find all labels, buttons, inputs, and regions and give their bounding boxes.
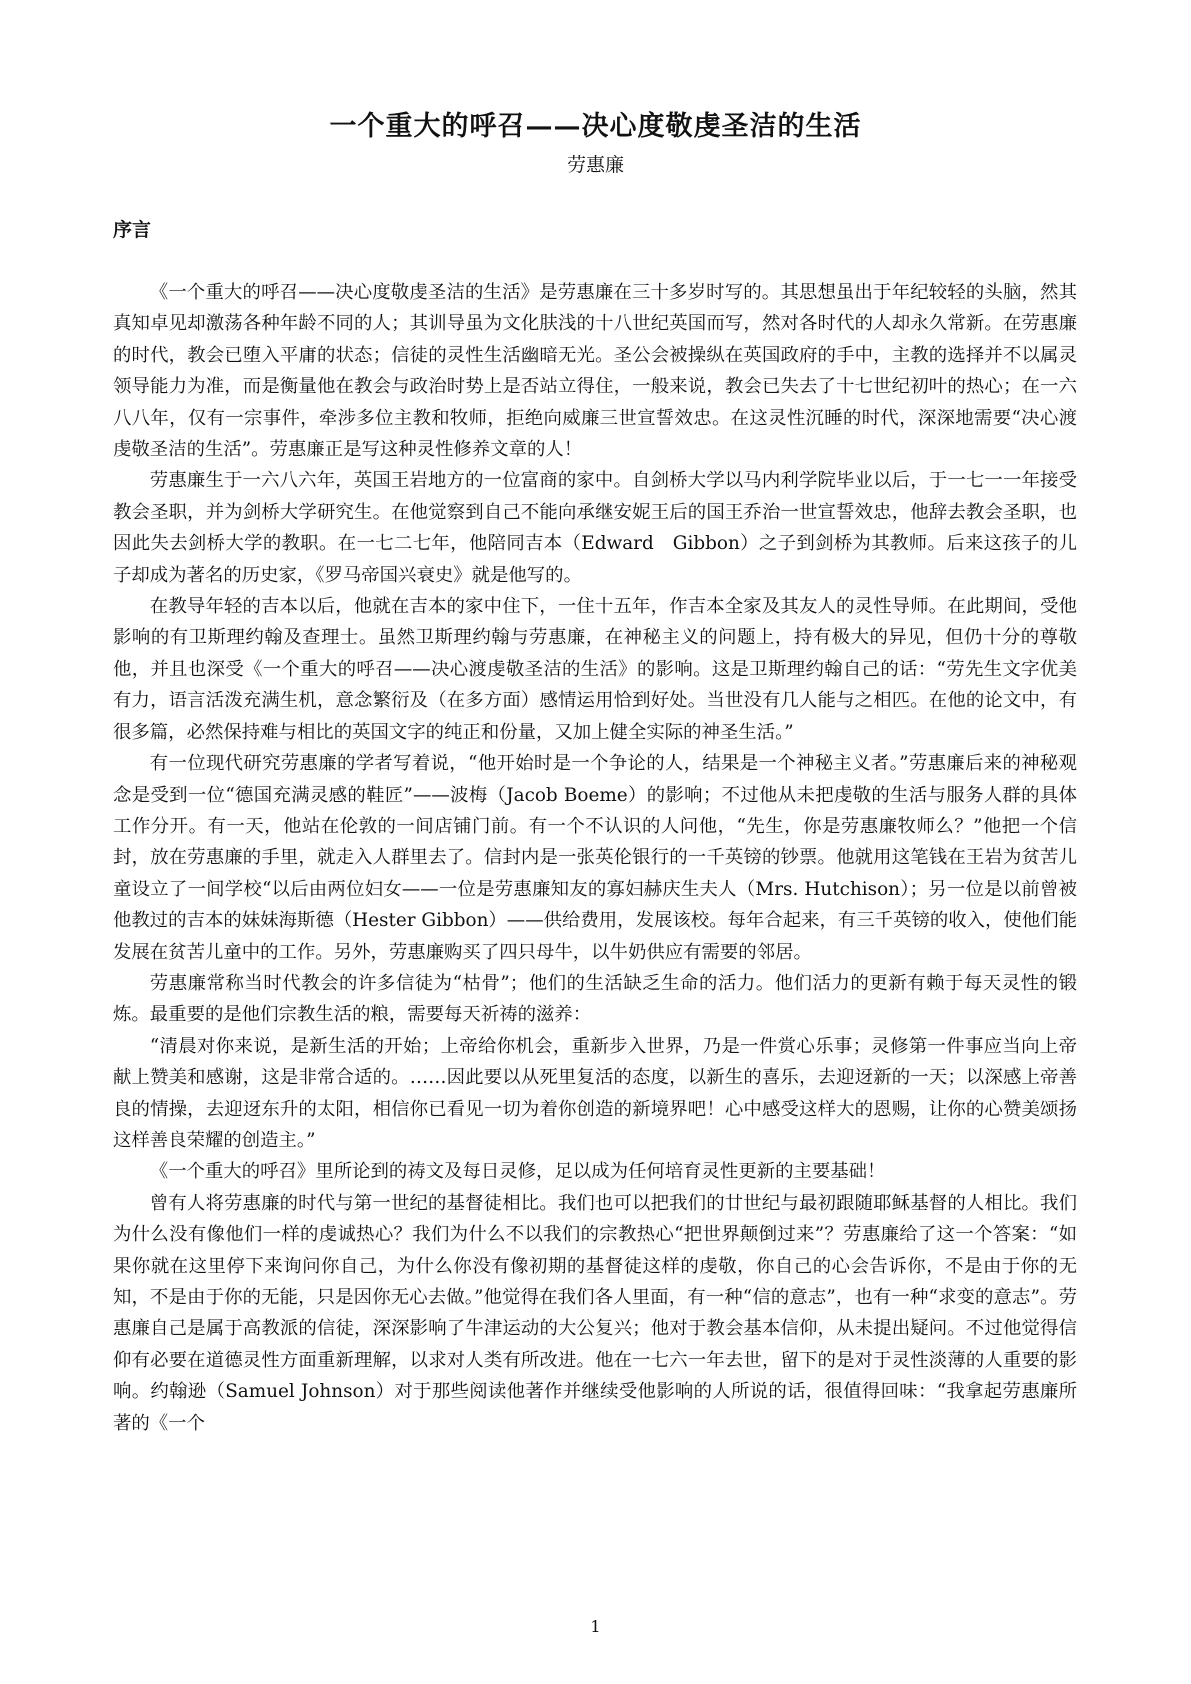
paragraph: 劳惠廉常称当时代教会的许多信徒为“枯骨”；他们的生活缺乏生命的活力。他们活力的更新有赖于每天灵性的锻炼。最重要的是他们宗教生活的粮，需要每天祈祷的滋养： [113, 972, 1077, 1026]
paragraph: 劳惠廉生于一六八六年，英国王岩地方的一位富商的家中。自剑桥大学以马内利学院毕业以后，于一七一一年接受教会圣职，并为剑桥大学研究生。在他觉察到自己不能向承继安妮王后的国王乔治一世宣誓效忠，他辞去教会圣职，也因此失去剑桥大学的教职。在一七二七年，他陪同吉本（Edward Gibbon）之子到剑桥为其教师。后来这孩子的儿子却成为著名的历史家，《罗马帝国兴衰史》就是他写的。 [113, 470, 1077, 586]
paragraph: 有一位现代研究劳惠廉的学者写着说，“他开始时是一个争论的人，结果是一个神秘主义者。”劳惠廉后来的神秘观念是受到一位“德国充满灵感的鞋匠”——波梅（Jacob Boeme）的影响；不过他从未把虔敬的生活与服务人群的具体工作分开。有一天，他站在伦敦的一间店铺门前。有一个不认识的人问他，“先生，你是劳惠廉牧师么？”他把一个信封，放在劳惠廉的手里，就走入人群里去了。信封内是一张英伦银行的一千英镑的钞票。他就用这笔钱在王岩为贫苦儿童设立了一间学校“以后由两位妇女——一位是劳惠廉知友的寡妇赫庆生夫人（Mrs. Hutchison）；另一位是以前曾被他教过的吉本的妹妹海斯德（Hester Gibbon）——供给费用，发展该校。每年合起来，有三千英镑的收入，使他们能发展在贫苦儿童中的工作。另外，劳惠廉购买了四只母牛，以牛奶供应有需要的邻居。 [113, 753, 1077, 963]
paragraph: 《一个重大的呼召——决心度敬虔圣洁的生活》是劳惠廉在三十多岁时写的。其思想虽出于年纪较轻的头脑，然其真知卓见却激荡各种年龄不同的人；其训导虽为文化肤浅的十八世纪英国而写，然对各时代的人却永久常新。在劳惠廉的时代，教会已堕入平庸的状态；信徒的灵性生活幽暗无光。圣公会被操纵在英国政府的手中，主教的选择并不以属灵领导能力为准，而是衡量他在教会与政治时势上是否站立得住，一般来说，教会已失去了十七世纪初叶的热心；在一六八八年，仅有一宗事件，牵涉多位主教和牧师，拒绝向威廉三世宣誓效忠。在这灵性沉睡的时代，深深地需要“决心渡虔敬圣洁的生活”。劳惠廉正是写这种灵性修养文章的人！ [113, 282, 1077, 461]
paragraph: 在教导年轻的吉本以后，他就在吉本的家中住下，一住十五年，作吉本全家及其友人的灵性导师。在此期间，受他影响的有卫斯理约翰及查理士。虽然卫斯理约翰与劳惠廉，在神秘主义的问题上，持有极大的异见，但仍十分的尊敬他，并且也深受《一个重大的呼召——决心渡虔敬圣洁的生活》的影响。这是卫斯理约翰自己的话：“劳先生文字优美有力，语言活泼充满生机，意念繁衍及（在多方面）感情运用恰到好处。当世没有几人能与之相匹。在他的论文中，有很多篇，必然保持难与相比的英国文字的纯正和份量，又加上健全实际的神圣生活。” [113, 596, 1077, 743]
document-author: 劳惠廉 [566, 154, 624, 176]
document-title: 一个重大的呼召——决心度敬虔圣洁的生活 [329, 111, 862, 142]
document-body [113, 277, 1077, 1439]
paragraph: 《一个重大的呼召》里所论到的祷文及每日灵修，足以成为任何培育灵性更新的主要基础！ [149, 1161, 886, 1183]
paragraph: 曾有人将劳惠廉的时代与第一世纪的基督徒相比。我们也可以把我们的廿世纪与最初跟随耶稣基督的人相比。我们为什么没有像他们一样的虔诚热心？我们为什么不以我们的宗教热心“把世界颠倒过来”？劳惠廉给了这一个答案：“如果你就在这里停下来询问你自己，为什么你没有像初期的基督徒这样的虔敬，你自己的心会告诉你，不是由于你的无知，不是由于你的无能，只是因你无心去做。”他觉得在我们各人里面，有一种“信的意志”，也有一种“求变的意志”。劳惠廉自己是属于高教派的信徒，深深影响了牛津运动的大公复兴；他对于教会基本信仰，从未提出疑问。不过他觉得信仰有必要在道德灵性方面重新理解，以求对人类有所改进。他在一七六一年去世，留下的是对于灵性淡薄的人重要的影响。约翰逊（Samuel Johnson）对于那些阅读他著作并继续受他影响的人所说的话，很值得回味：“我拿起劳惠廉所著的《一个 [113, 1192, 1077, 1434]
quotation-paragraph: “清晨对你来说，是新生活的开始；上帝给你机会，重新步入世界，乃是一件赏心乐事；灵修第一件事应当向上帝献上赞美和感谢，这是非常合适的。……因此要以从死里复活的态度，以新生的喜乐，去迎迓新的一天；以深感上帝善良的情操，去迎迓东升的太阳，相信你已看见一切为着你创造的新境界吧！心中感受这样大的恩赐，让你的心赞美颂扬这样善良荣耀的创造主。” [113, 1035, 1077, 1151]
page-number: 1 [590, 1617, 601, 1636]
section-heading: 序言 [113, 219, 152, 241]
